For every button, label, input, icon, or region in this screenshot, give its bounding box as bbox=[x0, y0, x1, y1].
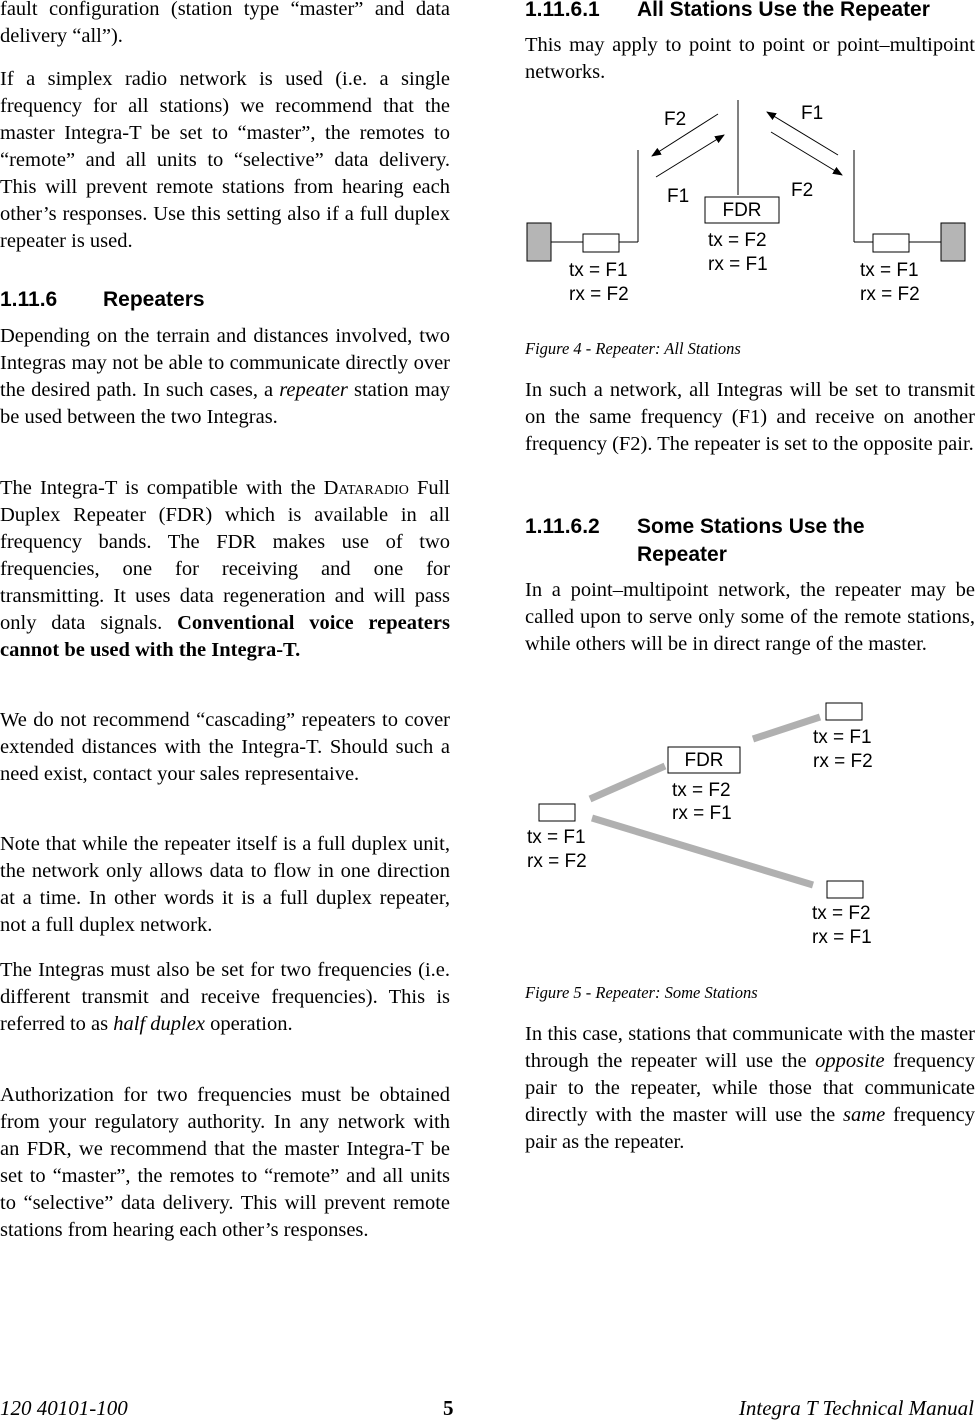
paragraph-authorization: Authorization for two frequencies must be obtained from your regulatory authority. In any network with an FDR, we recommend that the master Integra-T be set to “master”, the remotes to “remote” and all units to “selective” data delivery. This will prevent remote stations from hearing each other’s responses. bbox=[0, 1084, 450, 1241]
paragraph-this-case: In this case, stations that communicate with the master through the repeater will use the opposite frequency pair to the repeater, while those that communicate directly with the master will use the same frequency pair as the repeater. bbox=[525, 1023, 975, 1153]
manual-title: Integra T Technical Manual bbox=[738, 1396, 974, 1420]
subsection-heading-some-stations bbox=[525, 513, 975, 569]
document-number: 120 40101-100 bbox=[0, 1396, 128, 1420]
page-number: 5 bbox=[443, 1396, 454, 1420]
paragraph-continued: fault configuration (station type “master” and data delivery “all”). bbox=[0, 0, 450, 47]
label-f1-top: F1 bbox=[801, 103, 824, 124]
bottom-tx-label: tx = F2 bbox=[812, 903, 871, 924]
arrow-f2-to-right bbox=[771, 132, 842, 175]
paragraph-simplex: If a simplex radio network is used (i.e. a single frequency for all stations) we recommend that the master Integra-T be set to “master”, the remotes to “remote” and all units to “selective” data delivery. This will prevent remote stations from hearing each other’s responses. Use this setting also if a full duplex repeater is used. bbox=[0, 68, 450, 252]
figure-5-diagram bbox=[525, 695, 975, 955]
fdr-rx-label: rx = F1 bbox=[672, 803, 732, 824]
subsection-heading-all-stations bbox=[525, 0, 975, 24]
paragraph-point-multipoint: In a point–multipoint network, the repeater may be called upon to serve only some of the remote stations, while others will be in direct range of the master. bbox=[525, 579, 975, 655]
left-rx-label: rx = F2 bbox=[569, 284, 629, 305]
top-tx-label: tx = F1 bbox=[813, 727, 872, 748]
fdr-label: FDR bbox=[722, 200, 762, 221]
left-antenna-unit bbox=[527, 223, 551, 261]
master-box bbox=[539, 804, 575, 821]
bottom-remote-box bbox=[827, 881, 863, 898]
paragraph-compatible: The Integra-T is compatible with the Dataradio Full Duplex Repeater (FDR) which is available in all frequency bands. The FDR makes use of two frequencies, one for receiving and one for transmitting. It uses data regeneration and will pass only data signals. Conventional voice repeaters cannot be used with the Integra-T. bbox=[0, 477, 450, 661]
fdr-label: FDR bbox=[684, 750, 724, 771]
left-tx-label: tx = F1 bbox=[569, 260, 628, 281]
label-f2-bottom: F2 bbox=[791, 180, 814, 201]
right-radio-box bbox=[873, 234, 909, 252]
figure-5-caption: Figure 5 - Repeater: Some Stations bbox=[525, 983, 758, 1002]
subsection-number: 1.11.6.2 bbox=[525, 515, 600, 538]
section-number: 1.11.6 bbox=[0, 288, 58, 311]
section-title: Repeaters bbox=[103, 288, 205, 311]
page-footer bbox=[0, 1395, 976, 1421]
fdr-rx-label: rx = F1 bbox=[708, 254, 768, 275]
subsection-number: 1.11.6.1 bbox=[525, 0, 600, 21]
link-master-to-fdr bbox=[590, 766, 665, 799]
right-rx-label: rx = F2 bbox=[860, 284, 920, 305]
figure-4-caption: Figure 4 - Repeater: All Stations bbox=[525, 339, 741, 358]
paragraph-full-duplex: Note that while the repeater itself is a full duplex unit, the network only allows data to flow in one direction at a time. In other words it is a full duplex repeater, not a full duplex network. bbox=[0, 833, 450, 936]
subsection-title: Some Stations Use the Repeater bbox=[637, 515, 865, 566]
paragraph-point-to-point: This may apply to point to point or point–multipoint networks. bbox=[525, 34, 975, 83]
arrow-f1-to-fdr bbox=[656, 135, 724, 177]
master-tx-label: tx = F1 bbox=[527, 827, 586, 848]
top-remote-box bbox=[826, 703, 862, 720]
right-tx-label: tx = F1 bbox=[860, 260, 919, 281]
figure-4-diagram bbox=[525, 95, 975, 310]
fdr-tx-label: tx = F2 bbox=[672, 780, 731, 801]
paragraph-network-set: In such a network, all Integras will be set to transmit on the same frequency (F1) and receive on another frequency (F2). The repeater is set to the opposite pair. bbox=[525, 379, 975, 455]
right-antenna-unit bbox=[941, 223, 965, 261]
left-radio-box bbox=[583, 234, 619, 252]
label-f1-bottom: F1 bbox=[667, 186, 690, 207]
paragraph-two-frequencies: The Integras must also be set for two frequencies (i.e. different transmit and receive frequencies). This is referred to as half duplex operation. bbox=[0, 959, 450, 1035]
bottom-rx-label: rx = F1 bbox=[812, 927, 872, 948]
fdr-tx-label: tx = F2 bbox=[708, 230, 767, 251]
paragraph-cascading: We do not recommend “cascading” repeaters to cover extended distances with the Integra-T. Should such a need exist, contact your sales representaive. bbox=[0, 709, 450, 785]
paragraph-depending: Depending on the terrain and distances involved, two Integras may not be able to communicate directly over the desired path. In such cases, a repeater station may be used between the two Integras. bbox=[0, 325, 450, 428]
master-rx-label: rx = F2 bbox=[527, 851, 587, 872]
subsection-title: All Stations Use the Repeater bbox=[637, 0, 930, 21]
label-f2-top: F2 bbox=[664, 109, 687, 130]
link-fdr-to-top-remote bbox=[753, 717, 820, 739]
top-rx-label: rx = F2 bbox=[813, 751, 873, 772]
section-heading-repeaters bbox=[0, 286, 450, 314]
link-master-to-bottom-remote bbox=[592, 818, 813, 885]
